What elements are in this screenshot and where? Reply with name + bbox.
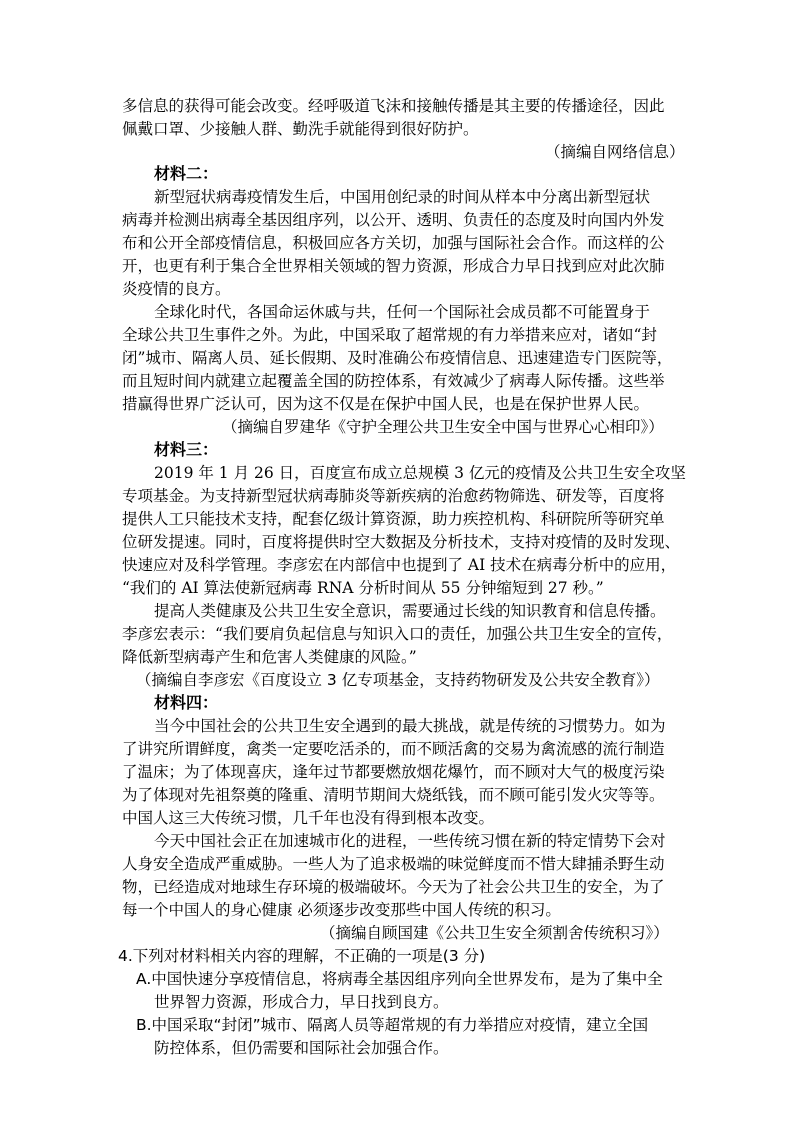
material-heading: 材料二： [154, 164, 219, 183]
paragraph-line: 提高人类健康及公共卫生安全意识，需要通过长线的知识教育和信息传播。 [154, 602, 666, 620]
intro-line: 多信息的获得可能会改变。经呼吸道飞沫和接触传播是其主要的传播途径，因此 [122, 97, 665, 115]
question-stem: 4.下列对材料相关内容的理解，不正确的一项是(3 分) [118, 947, 486, 965]
paragraph-line: 当今中国社会的公共卫生安全遇到的最大挑战，就是传统的习惯势力。如为 [154, 717, 666, 735]
paragraph-line: 全球化时代，各国命运休戚与共，任何一个国际社会成员都不可能置身于 [154, 303, 651, 321]
material-heading: 材料三： [154, 440, 219, 459]
paragraph-line: 快速应对及科学管理。李彦宏在内部信中也提到了 AI 技术在病毒分析中的应用， [122, 556, 677, 574]
paragraph-line: 闭”城市、隔离人员、延长假期、及时准确公布疫情信息、迅速建造专门医院等， [122, 349, 673, 367]
source-note: （摘编自李彦宏《百度设立 3 亿专项基金，支持药物研发及公共安全教育》） [136, 671, 660, 689]
option-b-cont: 防控体系，但仍需要和国际社会加强合作。 [154, 1039, 449, 1057]
source-note: （摘编自顾国建《公共卫生安全须割舍传统积习》） [320, 924, 669, 942]
material-heading: 材料四： [154, 693, 219, 712]
paragraph-line: 人身安全造成严重威胁。一些人为了追求极端的味觉鲜度而不惜大肆捕杀野生动 [122, 855, 665, 873]
paragraph-line: 炎疫情的良方。 [122, 280, 231, 298]
paragraph-line: 2019 年 1 月 26 日，百度宣布成立总规模 3 亿元的疫情及公共卫生安全攻坚 [154, 464, 686, 482]
paragraph-line: 李彦宏表示：“我们要肩负起信息与知识入口的责任，加强公共卫生安全的宣传， [122, 625, 673, 643]
source-note: （摘编自罗建华《守护全理公共卫生安全中国与世界心心相印》） [222, 418, 664, 436]
paragraph-line: 为了体现对先祖祭奠的隆重、清明节期间大烧纸钱，而不顾可能引发火灾等等。 [122, 786, 665, 804]
option-a-cont: 世界智力资源，形成合力，早日找到良方。 [154, 993, 449, 1011]
paragraph-line: “我们的 AI 算法使新冠病毒 RNA 分析时间从 55 分钟缩短到 27 秒。” [122, 579, 604, 597]
paragraph-line: 物，已经造成对地球生存环境的极端破坏。今天为了社会公共卫生的安全，为了 [122, 878, 665, 896]
paragraph-line: 降低新型病毒产生和危害人类健康的风险。” [122, 648, 417, 666]
paragraph-line: 位研发提速。同时，百度将提供时空大数据及分析技术，支持对疫情的及时发现、 [122, 533, 681, 551]
paragraph-line: 了温床；为了体现喜庆，逢年过节都要燃放烟花爆竹，而不顾对大气的极度污染 [122, 763, 665, 781]
paragraph-line: 提供人工只能技术支持，配套亿级计算资源，助力疾控机构、科研院所等研究单 [122, 510, 665, 528]
paragraph-line: 全球公共卫生事件之外。为此，中国采取了超常规的有力举措来应对，诸如“封 [122, 326, 657, 344]
option-b: B.中国采取“封闭”城市、隔离人员等超常规的有力举措应对疫情，建立全国 [136, 1016, 649, 1034]
option-a: A.中国快速分享疫情信息，将病毒全基因组序列向全世界发布，是为了集中全 [136, 970, 663, 988]
paragraph-line: 而且短时间内就建立起覆盖全国的防控体系，有效减少了病毒人际传播。这些举 [122, 372, 665, 390]
source-note: （摘编自网络信息） [545, 143, 685, 161]
paragraph-line: 布和公开全部疫情信息，积极回应各方关切，加强与国际社会合作。而这样的公 [122, 234, 665, 252]
intro-line: 佩戴口罩、少接触人群、勤洗手就能得到很好防护。 [122, 120, 479, 138]
paragraph-line: 开，也更有利于集合全世界相关领域的智力资源，形成合力早日找到应对此次肺 [122, 257, 665, 275]
paragraph-line: 新型冠状病毒疫情发生后，中国用创纪录的时间从样本中分离出新型冠状 [154, 188, 651, 206]
paragraph-line: 每一个中国人的身心健康 必须逐步改变那些中国人传统的积习。 [122, 901, 561, 919]
paragraph-line: 了讲究所谓鲜度，禽类一定要吃活杀的，而不顾活禽的交易为禽流感的流行制造 [122, 740, 665, 758]
paragraph-line: 中国人这三大传统习惯，几千年也没有得到根本改变。 [122, 809, 495, 827]
paragraph-line: 今天中国社会正在加速城市化的进程，一些传统习惯在新的特定情势下会对 [154, 832, 666, 850]
paragraph-line: 专项基金。为支持新型冠状病毒肺炎等新疾病的治愈药物筛选、研发等，百度将 [122, 487, 665, 505]
paragraph-line: 病毒并检测出病毒全基因组序列，以公开、透明、负责任的态度及时向国内外发 [122, 211, 665, 229]
paragraph-line: 措赢得世界广泛认可，因为这不仅是在保护中国人民，也是在保护世界人民。 [122, 395, 650, 413]
